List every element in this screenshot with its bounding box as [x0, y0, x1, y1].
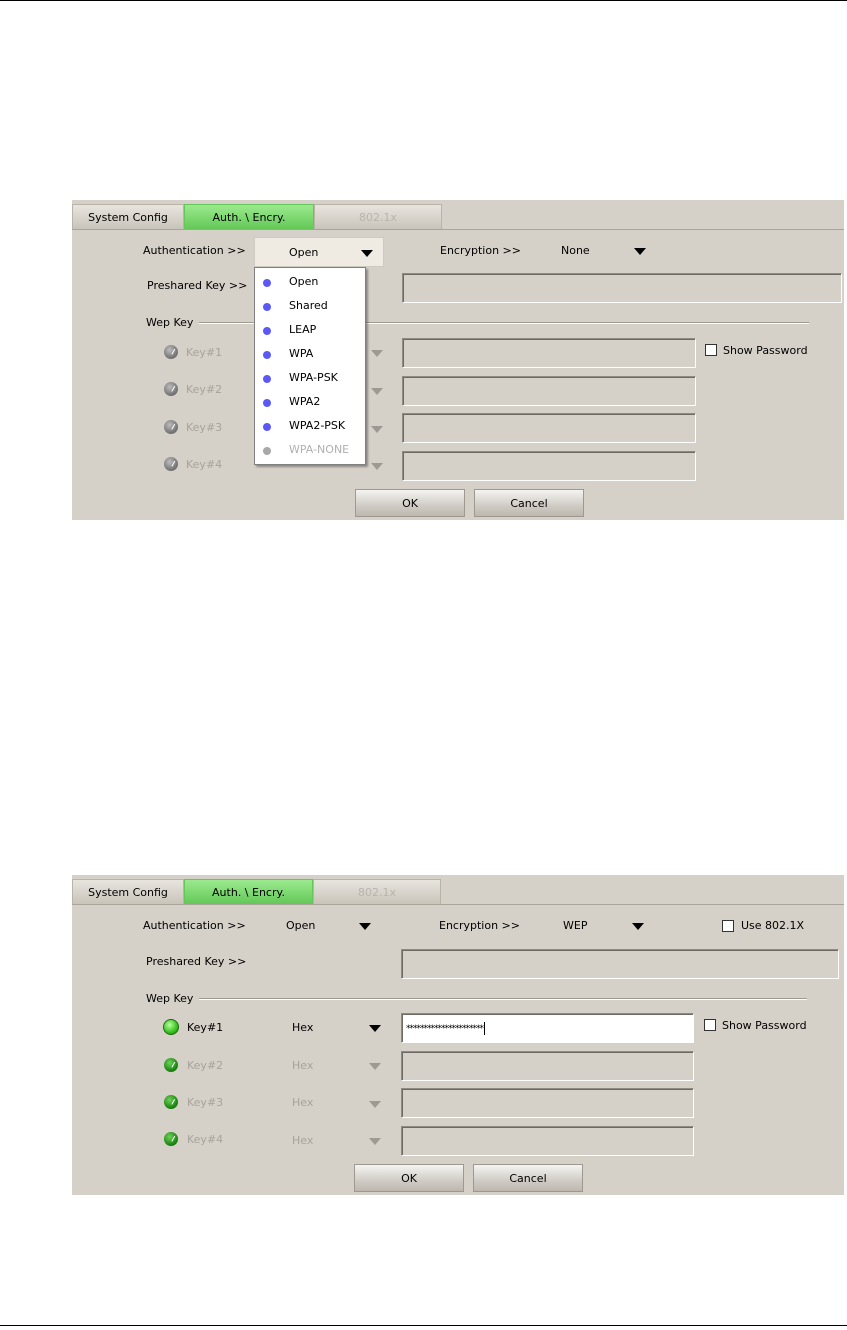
preshared-key-field[interactable] — [401, 949, 839, 979]
key3-radio[interactable] — [164, 1095, 178, 1109]
tab-divider — [72, 904, 844, 905]
authentication-label: Authentication >> — [143, 919, 246, 932]
key1-radio[interactable] — [164, 345, 178, 359]
key1-value: ********************** — [406, 1024, 483, 1034]
key2-radio[interactable] — [164, 382, 178, 396]
use-8021x-checkbox[interactable] — [722, 920, 734, 932]
key4-field[interactable] — [402, 451, 696, 481]
ok-button[interactable]: OK — [354, 1164, 464, 1192]
show-password-label: Show Password — [722, 1019, 807, 1032]
authentication-label: Authentication >> — [143, 244, 246, 257]
tab-8021x[interactable]: 802.1x — [314, 204, 442, 230]
show-password-checkbox[interactable] — [705, 344, 717, 356]
key2-format[interactable]: Hex — [292, 1059, 314, 1072]
ok-button[interactable]: OK — [355, 489, 465, 517]
chevron-down-icon[interactable] — [632, 923, 644, 930]
bottom-rule — [0, 1325, 847, 1326]
cancel-button[interactable]: Cancel — [474, 489, 584, 517]
tab-auth-encry[interactable]: Auth. \ Encry. — [184, 204, 314, 230]
encryption-label: Encryption >> — [440, 244, 521, 257]
key1-label: Key#1 — [187, 1021, 224, 1034]
key4-field[interactable] — [401, 1126, 694, 1156]
key2-label: Key#2 — [187, 1059, 224, 1072]
chevron-down-icon[interactable] — [369, 1063, 381, 1070]
tab-8021x[interactable]: 802.1x — [313, 879, 441, 905]
wep-key-label: Wep Key — [146, 316, 194, 329]
key4-radio[interactable] — [164, 457, 178, 471]
chevron-down-icon[interactable] — [369, 1101, 381, 1108]
auth-option-wpa2[interactable]: WPA2 — [255, 390, 365, 414]
auth-option-open[interactable]: Open — [255, 270, 365, 294]
wep-key-label: Wep Key — [146, 992, 194, 1005]
key3-field[interactable] — [402, 413, 696, 443]
tab-bar — [72, 200, 844, 229]
tab-auth-encry[interactable]: Auth. \ Encry. — [184, 879, 313, 905]
key2-field[interactable] — [401, 1051, 694, 1081]
key3-label: Key#3 — [187, 1096, 224, 1109]
chevron-down-icon[interactable] — [359, 923, 371, 930]
auth-option-wpa-psk[interactable]: WPA-PSK — [255, 366, 365, 390]
tab-system-config[interactable]: System Config — [72, 879, 184, 905]
chevron-down-icon[interactable] — [369, 1138, 381, 1145]
encryption-label: Encryption >> — [439, 919, 520, 932]
tab-divider — [72, 229, 844, 230]
key3-radio[interactable] — [164, 420, 178, 434]
auth-option-wpa2-psk[interactable]: WPA2-PSK — [255, 414, 365, 438]
chevron-down-icon[interactable] — [371, 388, 383, 395]
auth-option-wpa-none: WPA-NONE — [255, 438, 365, 462]
wep-key-group-line — [199, 998, 807, 999]
preshared-key-label: Preshared Key >> — [147, 279, 248, 292]
preshared-key-field[interactable] — [402, 273, 842, 303]
auth-option-wpa[interactable]: WPA — [255, 342, 365, 366]
chevron-down-icon[interactable] — [371, 350, 383, 357]
preshared-key-label: Preshared Key >> — [146, 955, 247, 968]
key2-radio[interactable] — [164, 1058, 178, 1072]
tab-bar — [72, 875, 844, 904]
auth-encry-panel-1 — [72, 200, 844, 520]
auth-option-leap[interactable]: LEAP — [255, 318, 365, 342]
key4-radio[interactable] — [164, 1132, 178, 1146]
show-password-label: Show Password — [723, 344, 808, 357]
key4-label: Key#4 — [187, 1133, 224, 1146]
auth-option-shared[interactable]: Shared — [255, 294, 365, 318]
authentication-value[interactable]: Open — [286, 919, 316, 932]
authentication-dropdown-list — [254, 267, 366, 465]
key2-label: Key#2 — [186, 383, 223, 396]
key1-field[interactable] — [401, 1013, 694, 1043]
key1-field[interactable] — [402, 338, 696, 368]
key1-radio[interactable] — [163, 1019, 179, 1035]
authentication-value: Open — [289, 246, 319, 259]
top-rule — [0, 0, 847, 1]
key3-label: Key#3 — [186, 421, 223, 434]
encryption-value[interactable]: WEP — [563, 919, 588, 932]
chevron-down-icon[interactable] — [371, 463, 383, 470]
key1-label: Key#1 — [186, 346, 223, 359]
key3-format[interactable]: Hex — [292, 1096, 314, 1109]
key2-field[interactable] — [402, 376, 696, 406]
key4-format[interactable]: Hex — [292, 1134, 314, 1147]
encryption-value[interactable]: None — [561, 244, 590, 257]
auth-encry-panel-2 — [72, 875, 844, 1195]
chevron-down-icon — [361, 250, 373, 257]
use-8021x-label: Use 802.1X — [741, 919, 805, 932]
key4-label: Key#4 — [186, 458, 223, 471]
authentication-select[interactable] — [254, 237, 384, 267]
chevron-down-icon[interactable] — [634, 248, 646, 255]
show-password-checkbox[interactable] — [704, 1019, 716, 1031]
tab-system-config[interactable]: System Config — [72, 204, 184, 230]
cancel-button[interactable]: Cancel — [473, 1164, 583, 1192]
chevron-down-icon[interactable] — [369, 1025, 381, 1032]
key3-field[interactable] — [401, 1088, 694, 1118]
key1-format[interactable]: Hex — [292, 1021, 314, 1034]
chevron-down-icon[interactable] — [371, 426, 383, 433]
